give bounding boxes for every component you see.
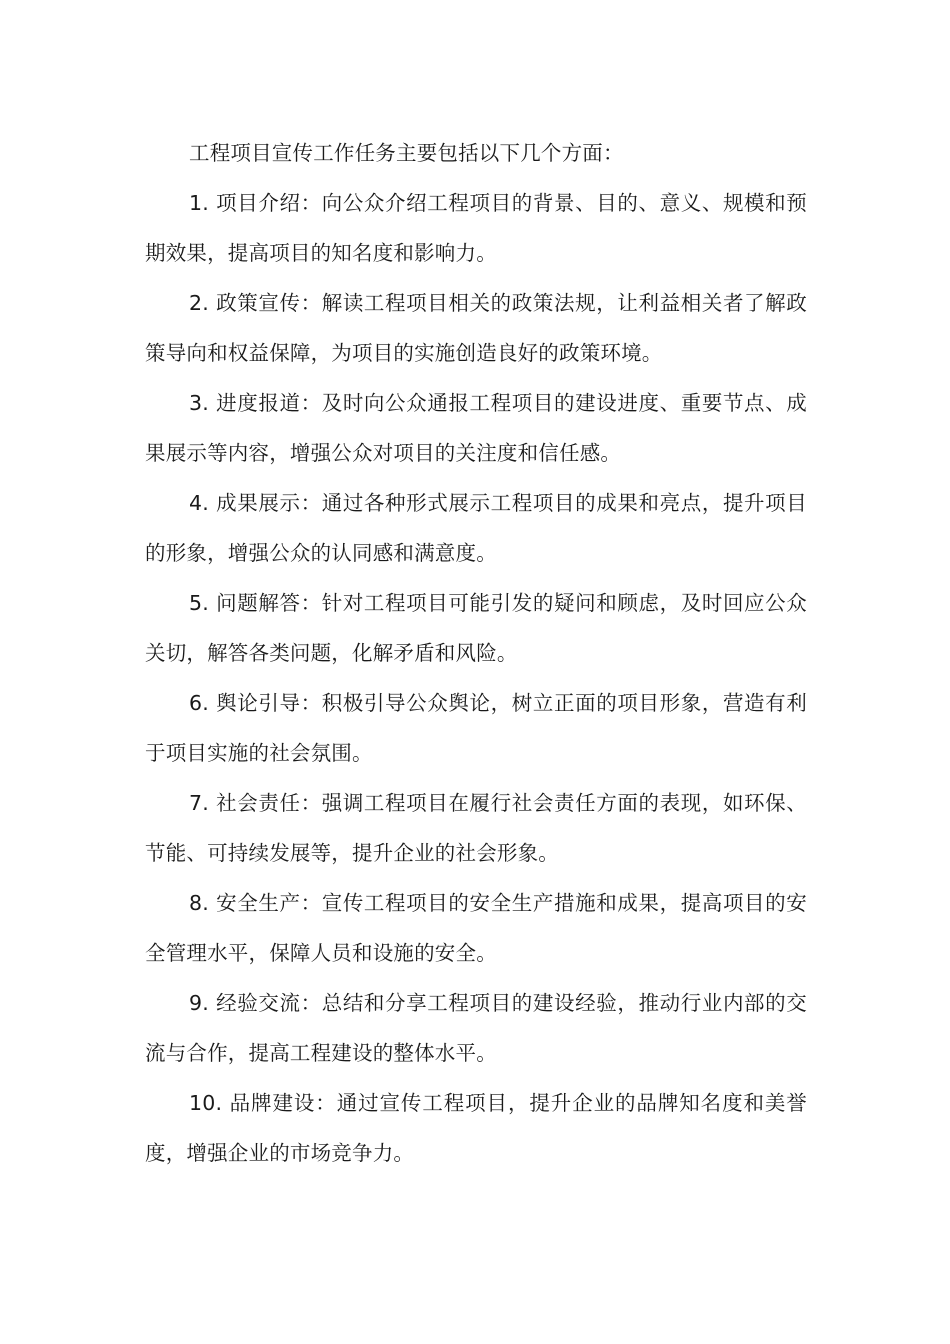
intro-text: 工程项目宣传工作任务主要包括以下几个方面： — [189, 141, 624, 165]
item-text: 安全生产：宣传工程项目的安全生产措施和成果，提高项目的安全管理水平，保障人员和设施的安全。 — [145, 891, 807, 965]
item-text: 社会责任：强调工程项目在履行社会责任方面的表现，如环保、节能、可持续发展等，提升企业的社会形象。 — [145, 791, 807, 865]
item-text: 政策宣传：解读工程项目相关的政策法规，让利益相关者了解政策导向和权益保障，为项目的实施创造良好的政策环境。 — [145, 291, 807, 365]
item-number: 9. — [189, 991, 209, 1015]
list-item — [145, 978, 807, 1078]
item-text: 舆论引导：积极引导公众舆论，树立正面的项目形象，营造有利于项目实施的社会氛围。 — [145, 691, 807, 765]
list-item — [145, 1078, 807, 1178]
item-text: 经验交流：总结和分享工程项目的建设经验，推动行业内部的交流与合作，提高工程建设的整体水平。 — [145, 991, 807, 1065]
item-number: 1. — [189, 191, 209, 215]
item-number: 5. — [189, 591, 209, 615]
item-text: 品牌建设：通过宣传工程项目，提升企业的品牌知名度和美誉度，增强企业的市场竞争力。 — [145, 1091, 808, 1165]
intro-paragraph — [145, 128, 807, 178]
item-text: 项目介绍：向公众介绍工程项目的背景、目的、意义、规模和预期效果，提高项目的知名度和影响力。 — [145, 191, 807, 265]
item-text: 问题解答：针对工程项目可能引发的疑问和顾虑，及时回应公众关切，解答各类问题，化解矛盾和风险。 — [145, 591, 807, 665]
list-item — [145, 478, 807, 578]
item-number: 10. — [189, 1091, 223, 1115]
list-item — [145, 278, 807, 378]
list-item — [145, 578, 807, 678]
item-number: 3. — [189, 391, 209, 415]
list-item — [145, 678, 807, 778]
list-item — [145, 878, 807, 978]
list-item — [145, 778, 807, 878]
list-item — [145, 378, 807, 478]
item-number: 7. — [189, 791, 209, 815]
item-number: 2. — [189, 291, 209, 315]
document-body — [145, 128, 807, 1178]
item-text: 进度报道：及时向公众通报工程项目的建设进度、重要节点、成果展示等内容，增强公众对项目的关注度和信任感。 — [145, 391, 807, 465]
item-number: 8. — [189, 891, 209, 915]
list-item — [145, 178, 807, 278]
item-number: 6. — [189, 691, 209, 715]
item-number: 4. — [189, 491, 209, 515]
item-text: 成果展示：通过各种形式展示工程项目的成果和亮点，提升项目的形象，增强公众的认同感和满意度。 — [145, 491, 807, 565]
